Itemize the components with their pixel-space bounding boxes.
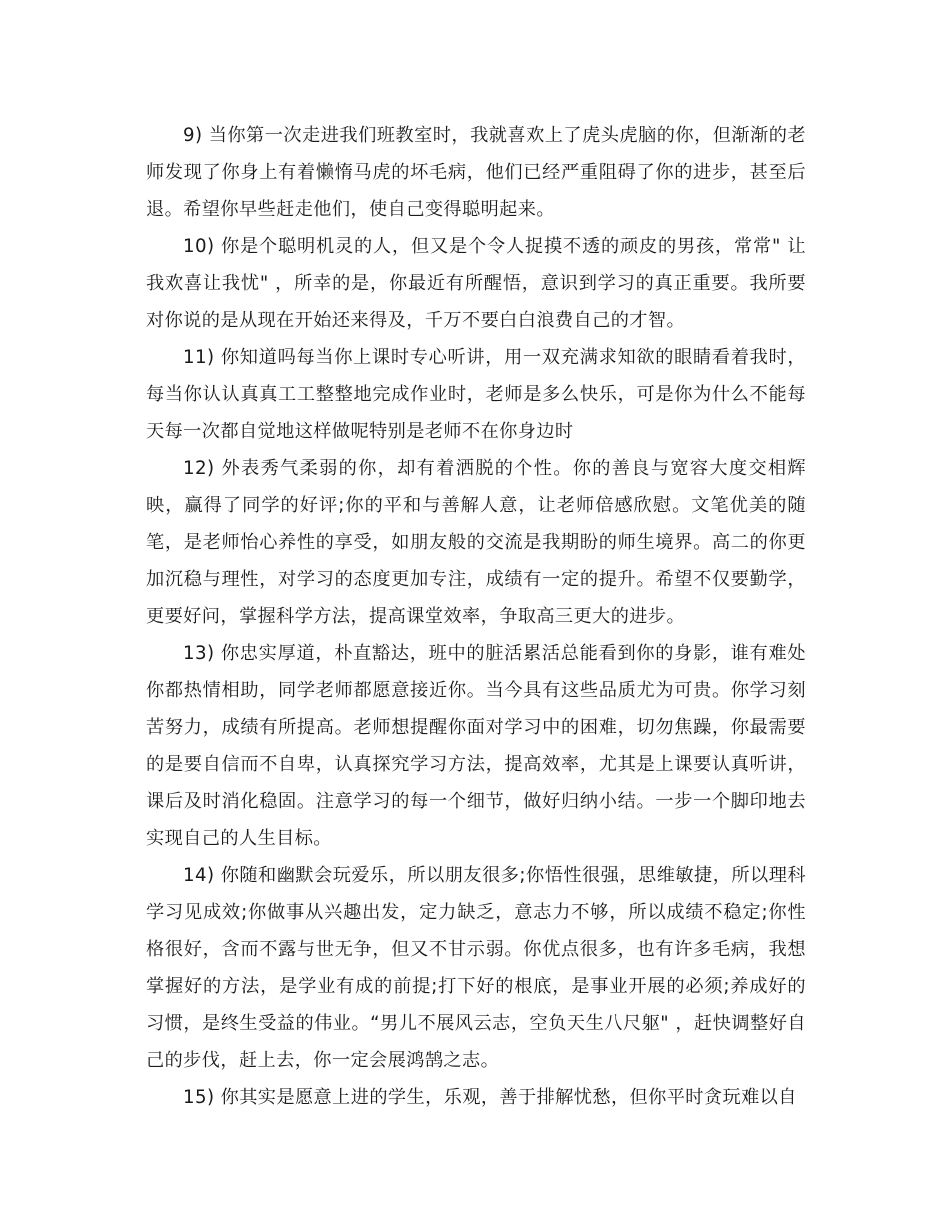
comment-paragraph-15: 15) 你其实是愿意上进的学生，乐观，善于排解忧愁，但你平时贪玩难以自 — [183, 1087, 797, 1108]
document-body — [146, 117, 806, 1116]
comment-paragraph-12: 12) 外表秀气柔弱的你，却有着洒脱的个性。你的善良与宽容大度交相辉映，赢得了同学的好评;你的平和与善解人意，让老师倍感欣慰。文笔优美的随笔，是老师怡心养性的享受，如朋友般的交流是我期盼的师生境界。高二的你更加沉稳与理性，对学习的态度更加专注，成绩有一定的提升。希望不仅要勤学，更要好问，掌握科学方法，提高课堂效率，争取高三更大的进步。 — [146, 458, 806, 627]
comment-paragraph-11: 11) 你知道吗每当你上课时专心听讲，用一双充满求知欲的眼睛看着我时，每当你认认真真工工整整地完成作业时，老师是多么快乐，可是你为什么不能每天每一次都自觉地这样做呢特别是老师不在你身边时 — [146, 347, 806, 442]
comment-paragraph-14: 14) 你随和幽默会玩爱乐，所以朋友很多;你悟性很强，思维敏捷，所以理科学习见成效;你做事从兴趣出发，定力缺乏，意志力不够，所以成绩不稳定;你性格很好，含而不露与世无争，但又不甘示弱。你优点很多，也有许多毛病，我想掌握好的方法，是学业有成的前提;打下好的根底，是事业开展的必须;养成好的习惯，是终生受益的伟业。“男儿不展风云志，空负天生八尺躯" ，赶快调整好自己的步伐，赶上去，你一定会展鸿鹄之志。 — [146, 865, 806, 1071]
comment-paragraph-13: 13) 你忠实厚道，朴直豁达，班中的脏活累活总能看到你的身影，谁有难处你都热情相助，同学老师都愿意接近你。当今具有这些品质尤为可贵。你学习刻苦努力，成绩有所提高。老师想提醒你面对学习中的困难，切勿焦躁，你最需要的是要自信而不自卑，认真探究学习方法，提高效率，尤其是上课要认真听讲，课后及时消化稳固。注意学习的每一个细节，做好归纳小结。一步一个脚印地去实现自己的人生目标。 — [146, 643, 806, 849]
comment-paragraph-9: 9) 当你第一次走进我们班教室时，我就喜欢上了虎头虎脑的你，但渐渐的老师发现了你身上有着懒惰马虎的坏毛病，他们已经严重阻碍了你的进步，甚至后退。希望你早些赶走他们，使自己变得聪明起来。 — [146, 125, 806, 220]
comment-paragraph-10: 10) 你是个聪明机灵的人，但又是个令人捉摸不透的顽皮的男孩，常常" 让我欢喜让我忧" ，所幸的是，你最近有所醒悟，意识到学习的真正重要。我所要对你说的是从现在开始还来得及，千万不要白白浪费自己的才智。 — [146, 236, 806, 331]
